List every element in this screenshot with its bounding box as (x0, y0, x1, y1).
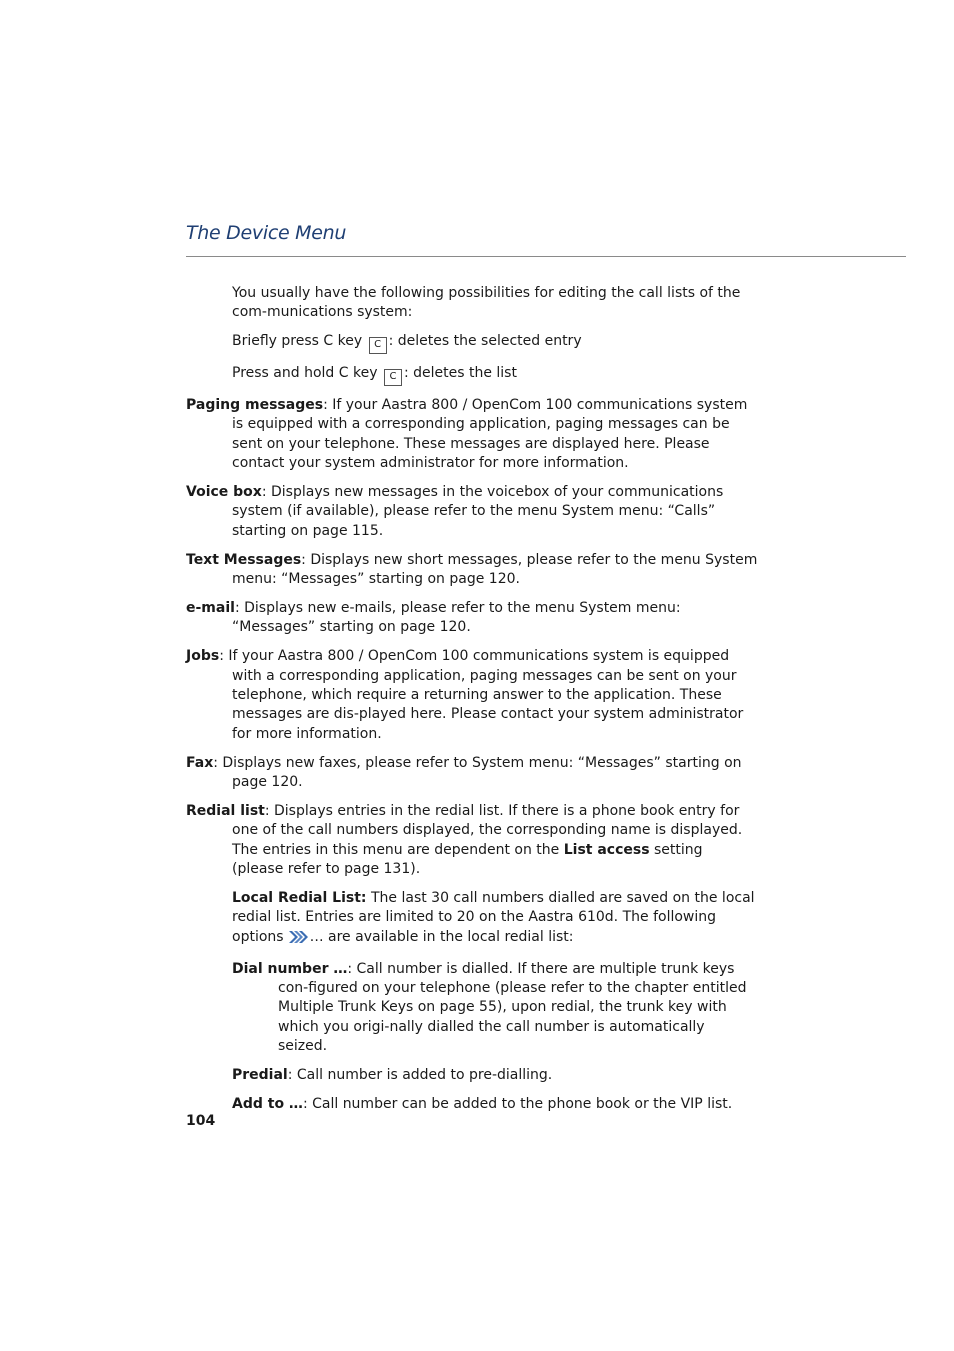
double-chevron-icon (288, 930, 308, 950)
entry-text: The last 30 call numbers dialled are saved on the local redial list. Entries are limited to 20 on the Aastra 610d. The following options (232, 890, 755, 945)
brief-press-suffix: : deletes the selected entry (388, 333, 582, 350)
entry-text: : Call number is added to pre-dialling. (287, 1067, 553, 1084)
hold-press-suffix: : deletes the list (403, 365, 517, 382)
entry-term: Voice box (186, 483, 262, 500)
entry-term: Add to … (232, 1096, 303, 1113)
entry-term: e-mail (186, 600, 235, 617)
entry-text: are available in the local redial list: (323, 928, 574, 945)
entry-text: setting (please refer to page 131). (232, 841, 703, 877)
entry-text: : If your Aastra 800 / OpenCom 100 communications system is equipped with a corresponding application, paging messages can be sent on your telephone, which require a returning answer to the application. These messages are dis-played here. Please contact your system administrator for more information. (219, 648, 744, 742)
page-number: 104 (186, 1113, 216, 1129)
entry-term: Jobs (186, 648, 220, 665)
entry-text: : Displays entries in the redial list. If there is a phone book entry for one of the call numbers displayed, the corresponding name is displayed. The entries in this menu are dependent on the (232, 803, 743, 858)
entry-text: : Displays new e-mails, please refer to the menu System menu: “Messages” starting on page 120. (232, 600, 681, 636)
list-access-term: List access (563, 841, 650, 858)
predial-entry (186, 1066, 758, 1085)
entry-term: Redial list (186, 803, 265, 820)
email-entry (186, 599, 758, 638)
add-to-entry (186, 1095, 758, 1114)
entry-text: : If your Aastra 800 / OpenCom 100 communications system is equipped with a corresponding application, paging messages can be sent on your telephone. These messages are displayed here. Please contact your system administrator for more information. (232, 396, 748, 471)
page-title: The Device Menu (186, 222, 347, 244)
text-messages-entry (186, 551, 758, 590)
entry-term: Dial number … (232, 960, 348, 977)
entry-text: : Displays new faxes, please refer to System menu: “Messages” starting on page 120. (213, 754, 742, 791)
brief-press-prefix: Briefly press C key (232, 333, 363, 350)
local-redial-entry (186, 889, 758, 950)
intro-paragraph: You usually have the following possibilities for editing the call lists of the com-munications system: (232, 285, 741, 321)
fax-entry (186, 754, 758, 793)
entry-term: Predial (232, 1067, 288, 1084)
jobs-entry (186, 647, 758, 743)
entry-text: : Displays new short messages, please refer to the menu System menu: “Messages” starting on page 120. (232, 551, 758, 587)
redial-list-entry (186, 802, 758, 879)
c-key-icon: C (384, 369, 402, 386)
entry-text: : Displays new messages in the voicebox of your communications system (if available), please refer to the menu System menu: “Calls” starting on page 115. (232, 483, 724, 539)
hold-press-prefix: Press and hold C key (232, 365, 378, 382)
entry-term: Fax (186, 754, 214, 771)
hold-press-line (186, 364, 758, 386)
paging-messages-entry (186, 396, 758, 473)
entry-term: Local Redial List: (232, 890, 367, 907)
dial-number-entry (186, 960, 758, 1056)
voice-box-entry (186, 483, 758, 541)
ellipsis: … (309, 928, 324, 945)
entry-term: Paging messages (186, 396, 324, 413)
entry-term: Text Messages (186, 551, 302, 568)
header-divider (186, 256, 906, 257)
page-body (186, 284, 758, 1124)
entry-text: : Call number can be added to the phone book or the VIP list. (302, 1096, 733, 1113)
brief-press-line (186, 332, 758, 354)
entry-text: : Call number is dialled. If there are multiple trunk keys con-figured on your telephone (please refer to the chapter entitled Multiple Trunk Keys on page 55), upon redial, the trunk key with which you origi-nally dialled the call number is automatically seized. (278, 960, 747, 1054)
c-key-icon: C (369, 337, 387, 354)
